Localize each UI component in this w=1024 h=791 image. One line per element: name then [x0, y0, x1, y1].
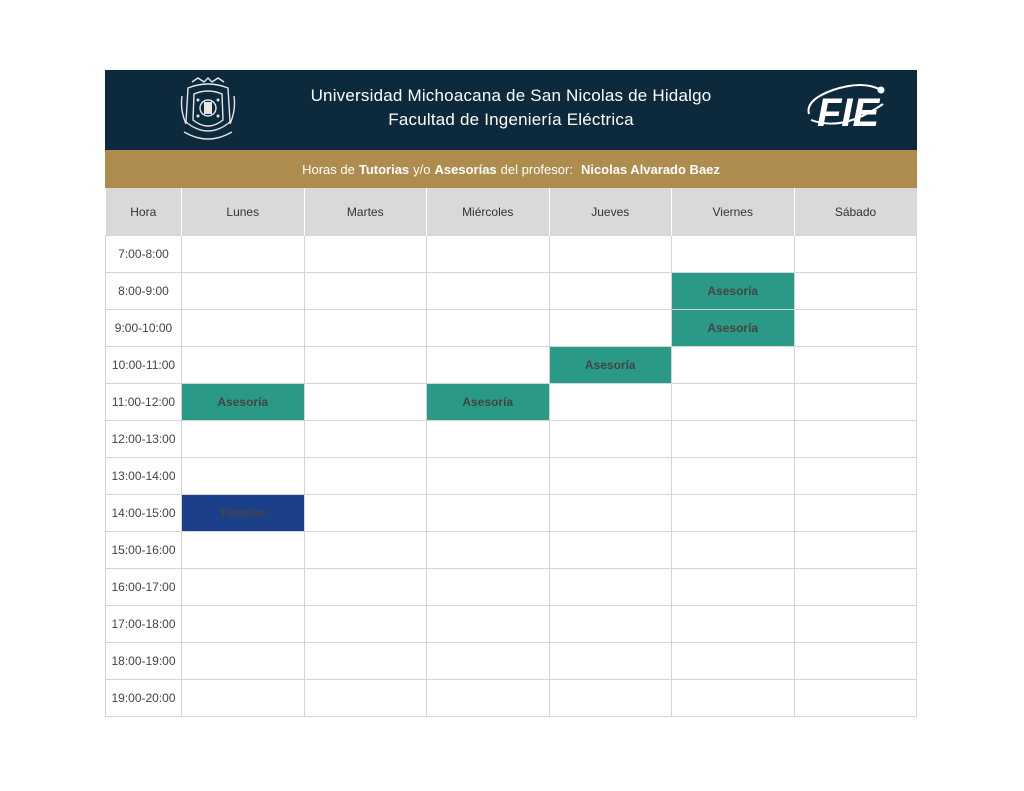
schedule-cell [304, 643, 427, 680]
asesoria-slot: Asesoría [549, 347, 672, 384]
schedule-cell [182, 606, 305, 643]
schedule-cell [672, 643, 795, 680]
schedule-cell [182, 532, 305, 569]
schedule-cell [794, 643, 917, 680]
schedule-cell [304, 421, 427, 458]
schedule-cell [182, 643, 305, 680]
table-row [106, 569, 917, 606]
schedule-cell [672, 680, 795, 717]
schedule-cell [304, 236, 427, 273]
schedule-cell [794, 236, 917, 273]
schedule-cell [304, 458, 427, 495]
column-header: Miércoles [427, 188, 550, 236]
hour-cell: 10:00-11:00 [106, 347, 182, 384]
table-row [106, 606, 917, 643]
schedule-cell [427, 495, 550, 532]
schedule-cell [794, 421, 917, 458]
table-row [106, 680, 917, 717]
header-titles [255, 84, 767, 132]
professor-band [105, 150, 917, 188]
schedule-cell [304, 569, 427, 606]
column-header: Lunes [182, 188, 305, 236]
professor-name: Nicolas Alvarado Baez [580, 161, 720, 177]
schedule-cell [672, 495, 795, 532]
schedule-cell [794, 384, 917, 421]
schedule-cell [672, 236, 795, 273]
hour-cell: 14:00-15:00 [106, 495, 182, 532]
schedule-cell [427, 606, 550, 643]
hour-cell: 16:00-17:00 [106, 569, 182, 606]
hour-cell: 18:00-19:00 [106, 643, 182, 680]
table-row [106, 458, 917, 495]
schedule-cell [427, 310, 550, 347]
schedule-cell [427, 273, 550, 310]
hour-cell: 15:00-16:00 [106, 532, 182, 569]
schedule-cell [304, 680, 427, 717]
schedule-cell [304, 310, 427, 347]
schedule-cell [304, 495, 427, 532]
column-header: Viernes [672, 188, 795, 236]
schedule-cell [672, 347, 795, 384]
schedule-cell [794, 273, 917, 310]
university-seal-icon [178, 76, 238, 142]
schedule-document [105, 70, 917, 717]
schedule-cell [427, 347, 550, 384]
tutorias-slot: Tutorías [182, 495, 305, 532]
schedule-cell [304, 606, 427, 643]
asesoria-slot: Asesoría [182, 384, 305, 421]
hour-cell: 13:00-14:00 [106, 458, 182, 495]
fie-logo [803, 80, 889, 136]
band-asesorias: Asesorías [434, 161, 497, 177]
schedule-cell [794, 458, 917, 495]
asesoria-slot: Asesoría [672, 310, 795, 347]
band-prefix: Horas de [302, 161, 355, 177]
schedule-cell [182, 680, 305, 717]
hour-cell: 8:00-9:00 [106, 273, 182, 310]
schedule-cell [672, 421, 795, 458]
fie-logo-text: FIE [817, 91, 880, 135]
schedule-cell [672, 532, 795, 569]
schedule-cell [794, 532, 917, 569]
schedule-cell [794, 606, 917, 643]
header-banner [105, 70, 917, 150]
asesoria-slot: Asesoría [672, 273, 795, 310]
schedule-cell [672, 458, 795, 495]
schedule-cell [549, 458, 672, 495]
schedule-cell [549, 643, 672, 680]
schedule-cell [304, 384, 427, 421]
schedule-cell [672, 384, 795, 421]
schedule-cell [794, 680, 917, 717]
schedule-cell [182, 421, 305, 458]
schedule-cell [182, 310, 305, 347]
column-header: Sábado [794, 188, 917, 236]
schedule-cell [427, 421, 550, 458]
schedule-cell [427, 569, 550, 606]
table-row [106, 384, 917, 421]
column-header: Jueves [549, 188, 672, 236]
schedule-cell [794, 495, 917, 532]
band-tutorias: Tutorias [358, 161, 410, 177]
schedule-cell [427, 236, 550, 273]
faculty-name: Facultad de Ingeniería Eléctrica [388, 110, 634, 129]
hour-cell: 19:00-20:00 [106, 680, 182, 717]
schedule-body [106, 236, 917, 717]
schedule-cell [427, 680, 550, 717]
schedule-table [105, 188, 917, 717]
table-row [106, 421, 917, 458]
schedule-cell [549, 273, 672, 310]
band-conj: y/o [413, 161, 431, 177]
schedule-cell [304, 273, 427, 310]
asesoria-slot: Asesoría [427, 384, 550, 421]
schedule-cell [549, 495, 672, 532]
schedule-cell [549, 384, 672, 421]
table-row [106, 273, 917, 310]
schedule-cell [182, 569, 305, 606]
schedule-cell [794, 310, 917, 347]
table-row [106, 310, 917, 347]
table-row [106, 347, 917, 384]
university-name: Universidad Michoacana de San Nicolas de Hidalgo [310, 86, 712, 105]
hour-cell: 12:00-13:00 [106, 421, 182, 458]
column-header: Hora [106, 188, 182, 236]
schedule-cell [549, 310, 672, 347]
schedule-cell [304, 347, 427, 384]
schedule-cell [549, 236, 672, 273]
schedule-cell [182, 347, 305, 384]
hour-cell: 11:00-12:00 [106, 384, 182, 421]
schedule-cell [672, 606, 795, 643]
table-row [106, 495, 917, 532]
schedule-cell [182, 236, 305, 273]
table-row [106, 643, 917, 680]
schedule-cell [182, 458, 305, 495]
table-row [106, 532, 917, 569]
schedule-cell [549, 421, 672, 458]
schedule-cell [182, 273, 305, 310]
schedule-cell [427, 458, 550, 495]
schedule-cell [549, 606, 672, 643]
schedule-cell [794, 569, 917, 606]
column-header: Martes [304, 188, 427, 236]
schedule-cell [549, 680, 672, 717]
band-suffix: del profesor: [500, 161, 573, 177]
schedule-cell [304, 532, 427, 569]
schedule-cell [794, 347, 917, 384]
hour-cell: 17:00-18:00 [106, 606, 182, 643]
schedule-cell [672, 569, 795, 606]
schedule-cell [427, 643, 550, 680]
schedule-cell [427, 532, 550, 569]
schedule-cell [549, 532, 672, 569]
table-header-row [106, 188, 917, 236]
table-row [106, 236, 917, 273]
hour-cell: 9:00-10:00 [106, 310, 182, 347]
schedule-cell [549, 569, 672, 606]
hour-cell: 7:00-8:00 [106, 236, 182, 273]
